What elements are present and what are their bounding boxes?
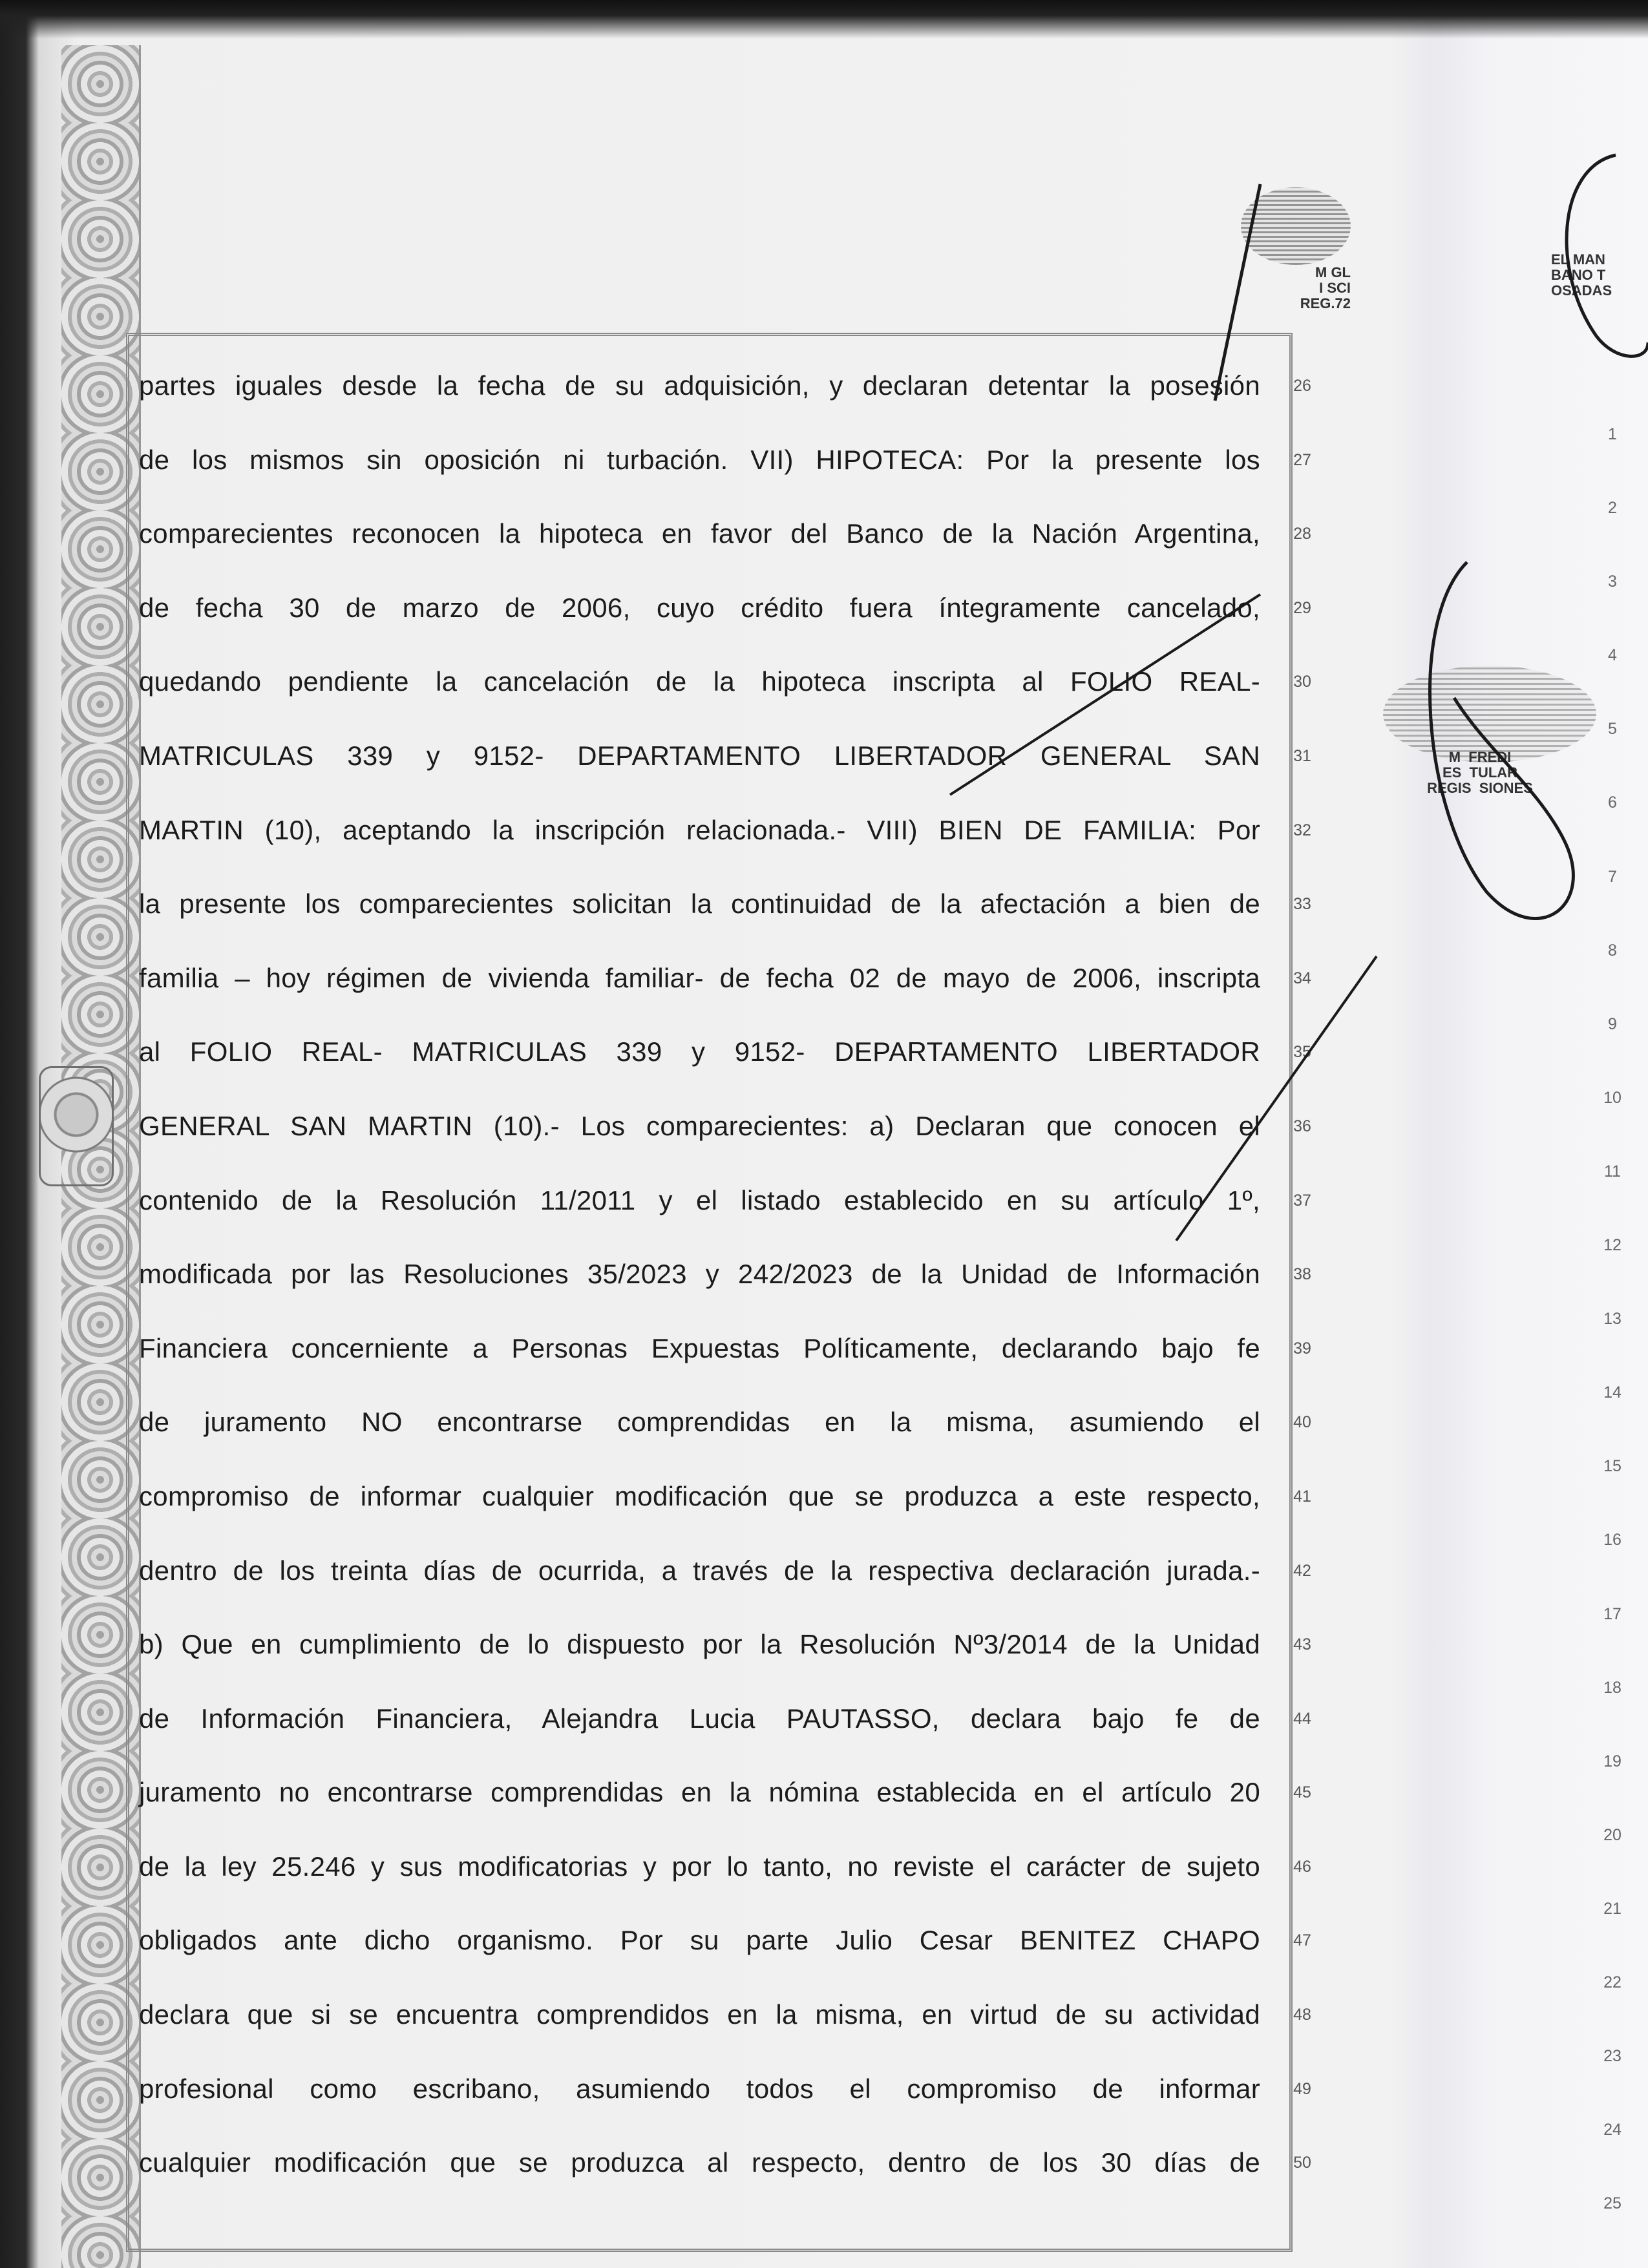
next-page-line-number: 12	[1603, 1236, 1622, 1255]
text-line: de los mismos sin oposición ni turbación. VII) HIPOTECA: Por la presente los	[139, 444, 1260, 475]
text-line: al FOLIO REAL- MATRICULAS 339 y 9152- DEPARTAMENTO LIBERTADOR	[139, 1036, 1260, 1067]
line-number: 39	[1293, 1339, 1311, 1358]
next-page-line-number: 25	[1603, 2194, 1622, 2213]
text-line: quedando pendiente la cancelación de la hipoteca inscripta al FOLIO REAL-	[139, 666, 1260, 697]
next-page-line-number: 13	[1603, 1310, 1622, 1328]
next-page-line-number: 5	[1608, 720, 1617, 739]
next-page-line-number: 16	[1603, 1531, 1622, 1549]
next-page-line-number: 14	[1603, 1383, 1622, 1402]
text-line: dentro de los treinta días de ocurrida, a través de la respectiva declaración jurada.-	[139, 1555, 1260, 1586]
line-number: 47	[1293, 1931, 1311, 1950]
next-page-line-number: 22	[1603, 1973, 1622, 1991]
line-number: 36	[1293, 1117, 1311, 1135]
line-number: 34	[1293, 969, 1311, 987]
next-page-line-number: 24	[1603, 2121, 1622, 2139]
text-line: la presente los comparecientes solicitan la continuidad de la afectación a bien de	[139, 888, 1260, 919]
line-number: 49	[1293, 2079, 1311, 2098]
next-page-line-number: 3	[1608, 572, 1617, 591]
line-number: 45	[1293, 1783, 1311, 1802]
line-number: 40	[1293, 1413, 1311, 1432]
next-page-line-number: 8	[1608, 941, 1617, 960]
signature-curve-right	[1567, 155, 1648, 356]
next-page-line-number: 1	[1608, 425, 1617, 443]
pen-stroke-vertical	[1215, 184, 1260, 401]
text-line: MATRICULAS 339 y 9152- DEPARTAMENTO LIBERTADOR GENERAL SAN	[139, 740, 1260, 771]
line-number: 31	[1293, 746, 1311, 765]
next-page-line-number: 18	[1603, 1678, 1622, 1697]
line-number: 32	[1293, 821, 1311, 839]
text-line: familia – hoy régimen de vivienda familiar- de fecha 02 de mayo de 2006, inscripta	[139, 962, 1260, 993]
line-number: 30	[1293, 673, 1311, 691]
text-line: profesional como escribano, asumiendo todos el compromiso de informar	[139, 2073, 1260, 2104]
next-page-line-number: 10	[1603, 1088, 1622, 1107]
next-page-line-number: 20	[1603, 1825, 1622, 1844]
line-number: 26	[1293, 377, 1311, 395]
pen-stroke-cancel	[950, 594, 1260, 795]
line-number: 29	[1293, 598, 1311, 617]
line-number: 43	[1293, 1635, 1311, 1654]
line-number: 33	[1293, 895, 1311, 914]
stamp-text: M GL I SCI REG.72	[1300, 264, 1351, 311]
text-line: Financiera concerniente a Personas Expuestas Políticamente, declarando bajo fe	[139, 1332, 1260, 1363]
line-number: 27	[1293, 450, 1311, 469]
line-number: 44	[1293, 1709, 1311, 1728]
line-number: 41	[1293, 1487, 1311, 1506]
next-page-line-number: 4	[1608, 646, 1617, 665]
next-page-line-number: 9	[1608, 1014, 1617, 1033]
text-line: compromiso de informar cualquier modificación que se produzca a este respecto,	[139, 1480, 1260, 1511]
text-line: partes iguales desde la fecha de su adquisición, y declaran detentar la posesión	[139, 370, 1260, 401]
text-line: de fecha 30 de marzo de 2006, cuyo crédito fuera íntegramente cancelado,	[139, 592, 1260, 623]
stamp-text: EL MAN BANO T OSADAS	[1551, 251, 1612, 299]
line-number: 48	[1293, 2006, 1311, 2024]
line-number: 46	[1293, 1857, 1311, 1876]
next-page-line-number: 2	[1608, 499, 1617, 518]
text-line: modificada por las Resoluciones 35/2023 y 242/2023 de la Unidad de Información	[139, 1259, 1260, 1290]
next-page-line-number: 23	[1603, 2047, 1622, 2066]
next-page-line-number: 19	[1603, 1752, 1622, 1770]
text-line: juramento no encontrarse comprendidas en la nómina establecida en el artículo 20	[139, 1777, 1260, 1808]
next-page-line-number: 11	[1604, 1162, 1621, 1181]
line-number: 42	[1293, 1561, 1311, 1580]
text-line: contenido de la Resolución 11/2011 y el listado establecido en su artículo 1º,	[139, 1184, 1260, 1215]
text-line: comparecientes reconocen la hipoteca en favor del Banco de la Nación Argentina,	[139, 518, 1260, 549]
next-page-line-number: 6	[1608, 793, 1617, 812]
signature-curve	[1430, 562, 1574, 919]
line-number: 35	[1293, 1043, 1311, 1062]
pen-stroke-diagonal	[1176, 956, 1377, 1241]
text-line: GENERAL SAN MARTIN (10).- Los comparecientes: a) Declaran que conocen el	[139, 1110, 1260, 1141]
stamp-text: M FREDI ES TULAR REGIS SIONES	[1427, 749, 1533, 796]
text-line: MARTIN (10), aceptando la inscripción relacionada.- VIII) BIEN DE FAMILIA: Por	[139, 814, 1260, 845]
line-number: 28	[1293, 525, 1311, 543]
text-line: de juramento NO encontrarse comprendidas en la misma, asumiendo el	[139, 1407, 1260, 1438]
line-number: 50	[1293, 2154, 1311, 2172]
text-line: obligados ante dicho organismo. Por su parte Julio Cesar BENITEZ CHAPO	[139, 1925, 1260, 1956]
text-line: de Información Financiera, Alejandra Lucia PAUTASSO, declara bajo fe de	[139, 1703, 1260, 1734]
next-page-line-number: 7	[1608, 867, 1617, 886]
text-line: cualquier modificación que se produzca al respecto, dentro de los 30 días de	[139, 2147, 1260, 2178]
text-line: b) Que en cumplimiento de lo dispuesto por la Resolución Nº3/2014 de la Unidad	[139, 1629, 1260, 1660]
next-page-line-number: 15	[1603, 1457, 1622, 1476]
line-number: 37	[1293, 1191, 1311, 1210]
next-page-line-number: 21	[1603, 1899, 1622, 1918]
next-page-line-number: 17	[1603, 1604, 1622, 1623]
line-number: 38	[1293, 1265, 1311, 1284]
text-line: declara que si se encuentra comprendidos en la misma, en virtud de su actividad	[139, 1999, 1260, 2030]
text-line: de la ley 25.246 y sus modificatorias y por lo tanto, no reviste el carácter de sujeto	[139, 1851, 1260, 1882]
